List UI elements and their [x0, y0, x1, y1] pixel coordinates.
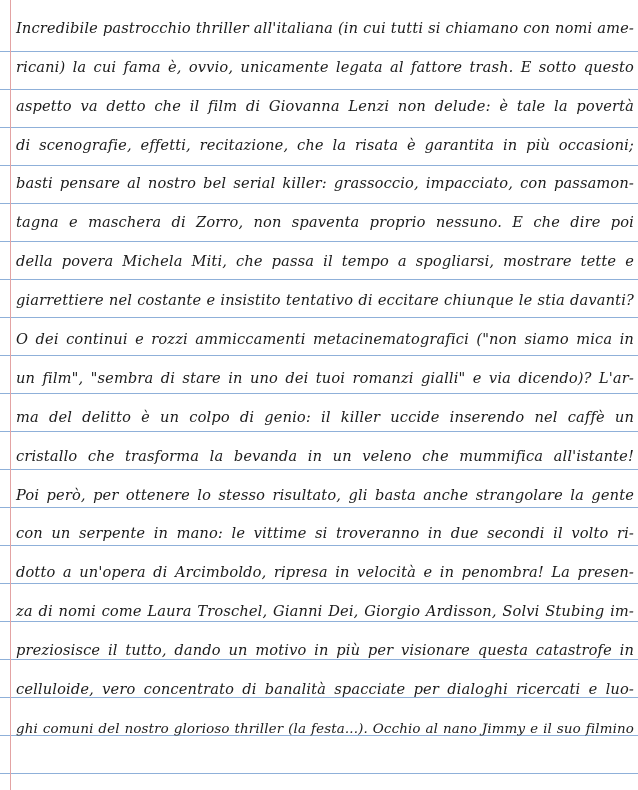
handwritten-text [16, 0, 634, 739]
text-line [16, 350, 634, 389]
text-line [16, 700, 634, 739]
text-line-content: Incredibile pastrocchio thriller all'italiana (in cui tutti si chiamano con nomi ame- [16, 19, 634, 37]
text-line [16, 661, 634, 700]
text-line-content: ma del delitto è un colpo di genio: il killer uccide inserendo nel caffè un [16, 408, 634, 426]
text-line-content: con un serpente in mano: le vittime si troveranno in due secondi il volto ri- [16, 525, 634, 543]
text-line [16, 311, 634, 350]
text-line-content: dotto a un'opera di Arcimboldo, ripresa in velocità e in penombra! La presen- [16, 564, 634, 582]
text-line-content: della povera Michela Miti, che passa il tempo a spogliarsi, mostrare tette e [16, 253, 634, 271]
text-line-content: tagna e maschera di Zorro, non spaventa proprio nessuno. E che dire poi [16, 214, 634, 232]
text-line-content: ricani) la cui fama è, ovvio, unicamente legata al fattore trash. E sotto questo [16, 58, 634, 76]
text-line-content: un film", "sembra di stare in uno dei tuoi romanzi gialli" e via dicendo)? L'ar- [16, 369, 634, 387]
text-line-content: Poi però, per ottenere lo stesso risultato, gli basta anche strangolare la gente [16, 486, 634, 504]
text-line-content: basti pensare al nostro bel serial killer: grassoccio, impacciato, con passamon- [16, 175, 634, 193]
text-line [16, 156, 634, 195]
text-line [16, 583, 634, 622]
text-line [16, 78, 634, 117]
text-line [16, 117, 634, 156]
text-line [16, 544, 634, 583]
text-line [16, 39, 634, 78]
text-line-content: cristallo che trasforma la bevanda in un veleno che mummifica all'istante! [16, 447, 634, 465]
text-line [16, 467, 634, 506]
text-line-content: giarrettiere nel costante e insistito tentativo di eccitare chiunque le stia davanti? [16, 292, 634, 310]
text-line [16, 428, 634, 467]
text-line [16, 389, 634, 428]
text-line-content: preziosisce il tutto, dando un motivo in più per visionare questa catastrofe in [16, 642, 634, 660]
text-line [16, 506, 634, 545]
text-line [16, 0, 634, 39]
text-line-content: aspetto va detto che il film di Giovanna Lenzi non delude: è tale la povertà [16, 97, 634, 115]
text-line-content: ghi comuni del nostro glorioso thriller (la festa...). Occhio al nano Jimmy e il suo filmino [16, 721, 634, 737]
text-line-content: celluloide, vero concentrato di banalità spacciate per dialoghi ricercati e luo- [16, 681, 634, 699]
text-line [16, 194, 634, 233]
text-line-content: O dei continui e rozzi ammiccamenti metacinematografici ("non siamo mica in [16, 331, 634, 349]
text-line [16, 272, 634, 311]
text-line [16, 233, 634, 272]
margin-line [10, 0, 11, 790]
text-line-content: za di nomi come Laura Troschel, Gianni Dei, Giorgio Ardisson, Solvi Stubing im- [16, 603, 634, 621]
text-line-content: di scenografie, effetti, recitazione, che la risata è garantita in più occasioni; [16, 136, 634, 154]
text-line [16, 622, 634, 661]
